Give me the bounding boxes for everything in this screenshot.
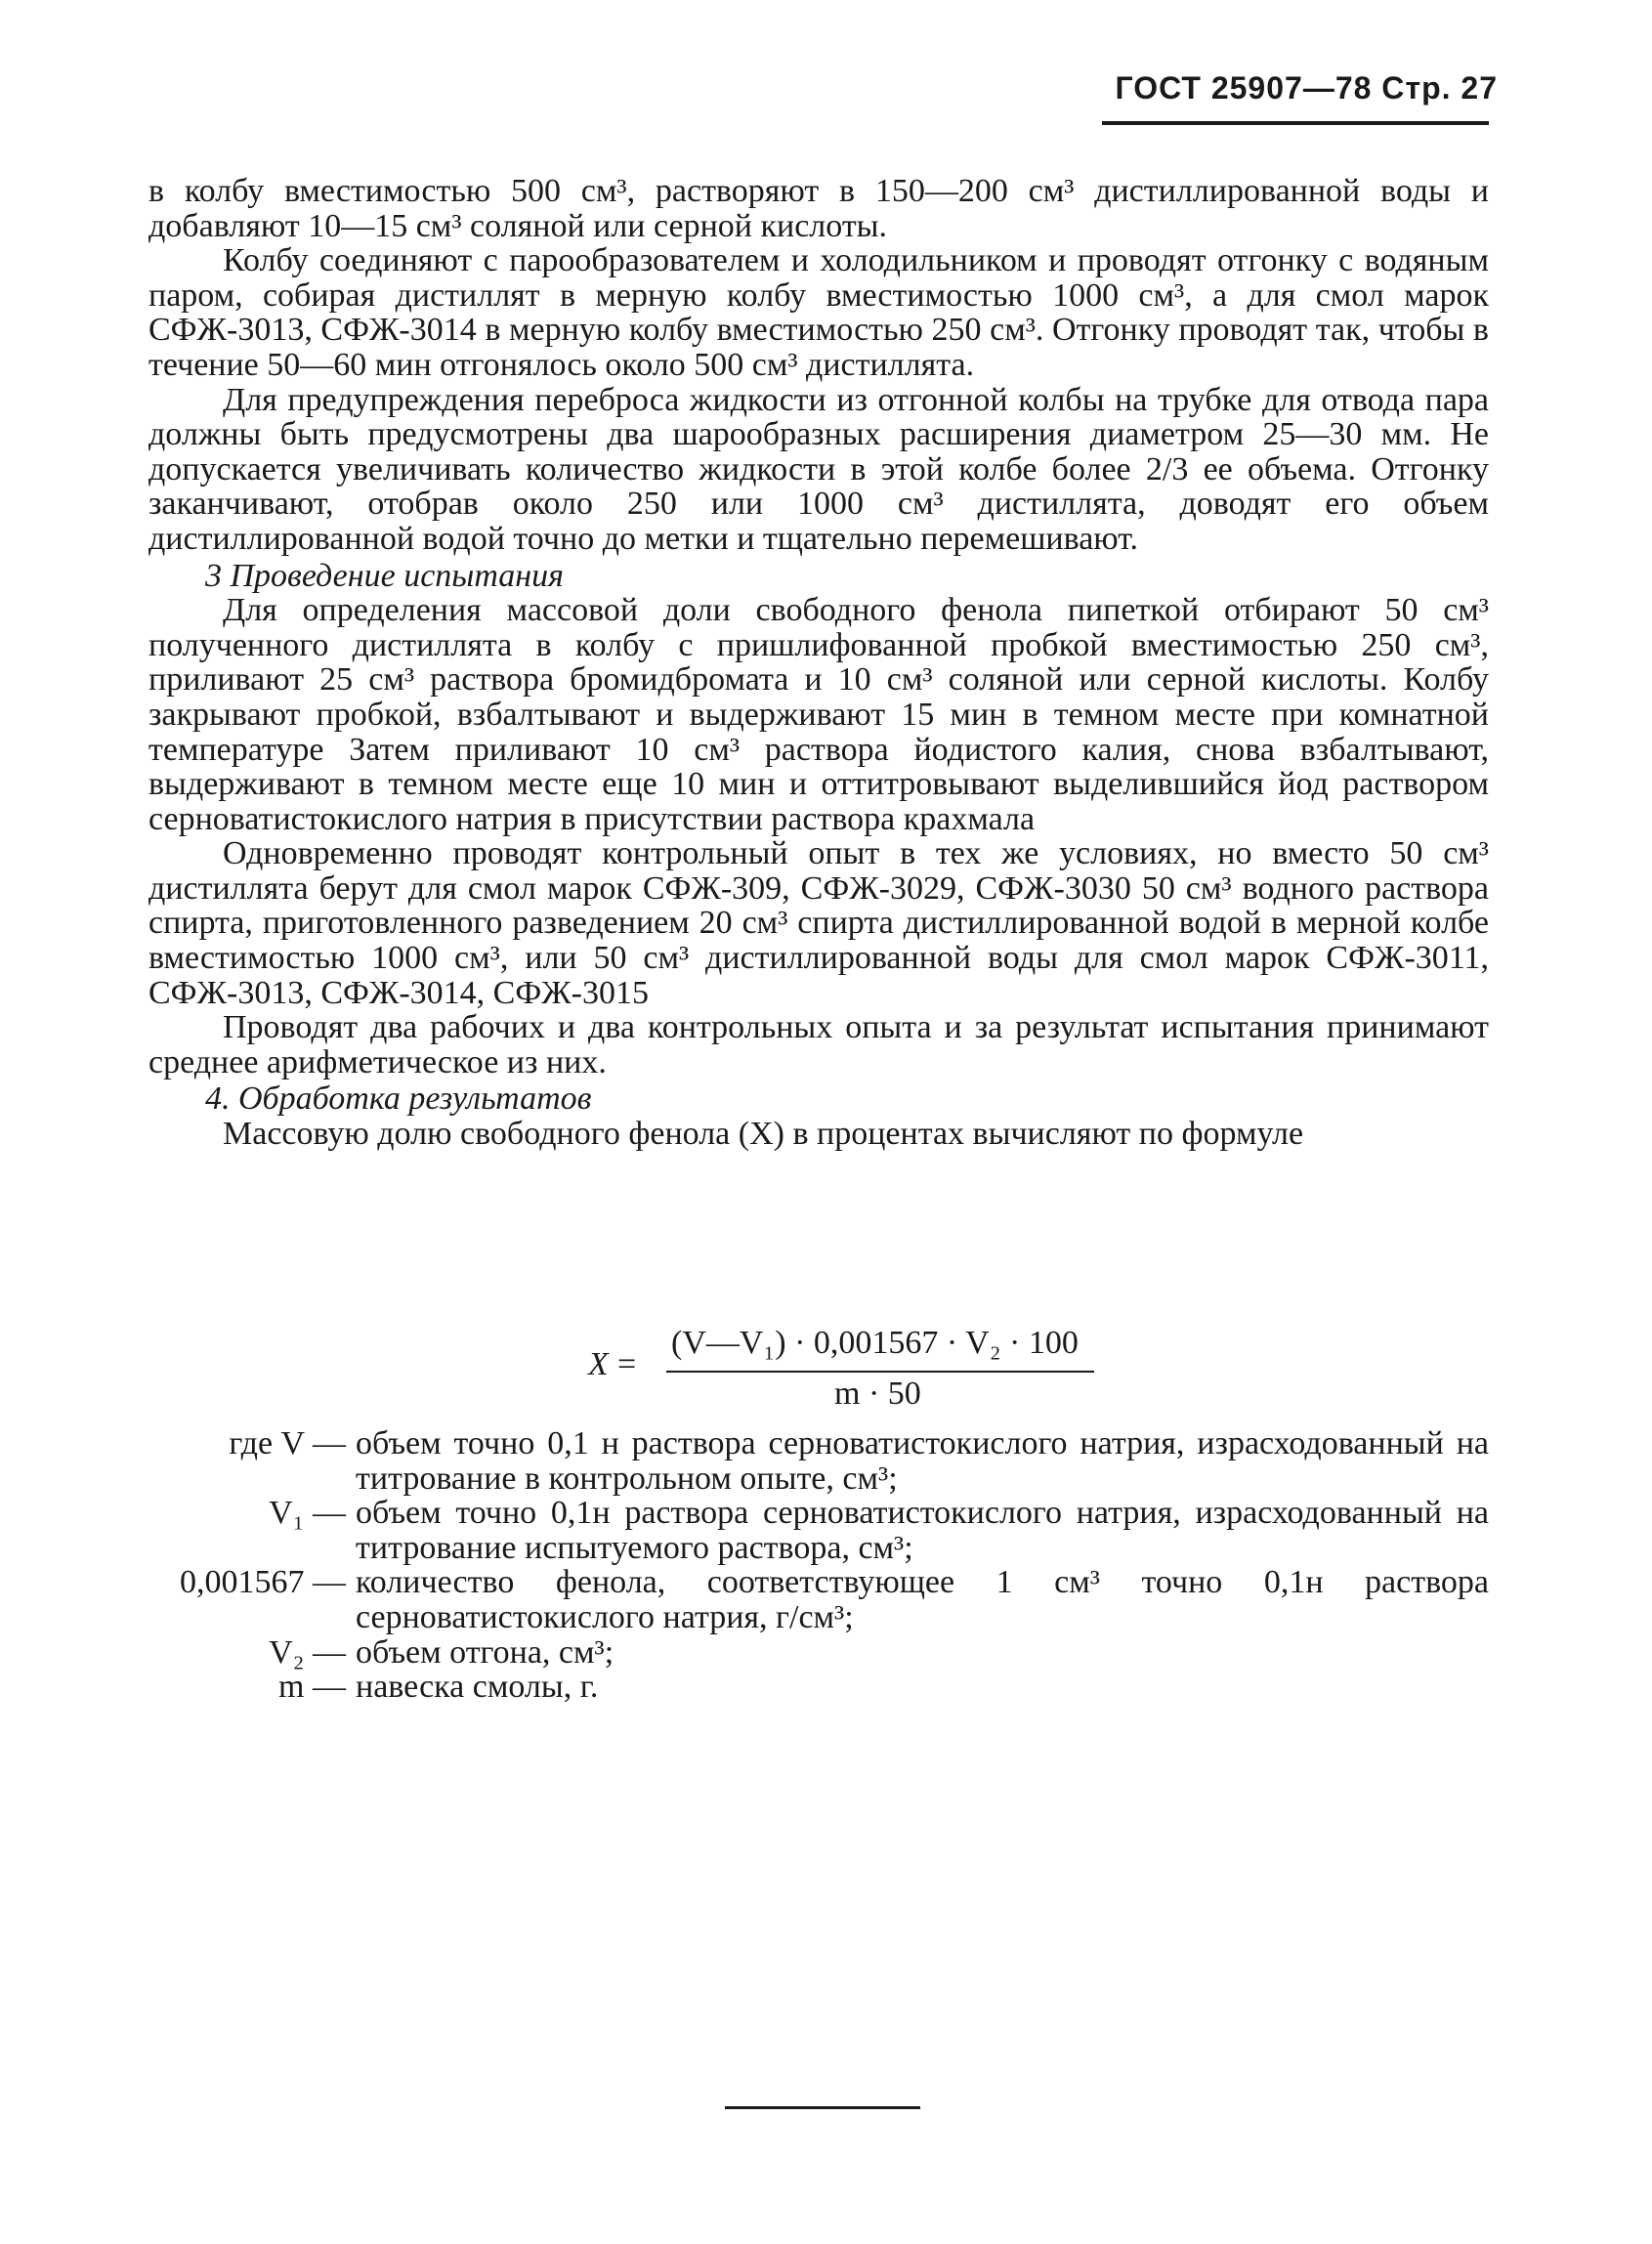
page-header: ГОСТ 25907—78 Стр. 27	[1115, 70, 1498, 106]
formula	[578, 1325, 1125, 1422]
legend-text: объем точно 0,1н раствора серноватистокислого натрия, израсходованный на титрование испытуемого раствора, см³;	[356, 1495, 1489, 1566]
legend-row	[148, 1426, 1489, 1496]
body-text	[148, 174, 1489, 1152]
paragraph-7: Массовую долю свободного фенола (X) в процентах вычисляют по формуле	[223, 1116, 1304, 1153]
paragraph-5: Одновременно проводят контрольный опыт в тех же условиях, но вместо 50 см³ дистиллята берут для смол марок СФЖ-309, СФЖ-3029, СФЖ-3030 50 см³ водного раствора спирта, приготовленного разведением 20 см³ спирта дистиллированной водой в мерной колбе вместимостью 1000 см³, или 50 см³ дистиллированной воды для смол марок СФЖ-3011, СФЖ-3013, СФЖ-3014, СФЖ-3015	[148, 835, 1489, 1011]
legend-symbol: V₁ —	[269, 1495, 346, 1532]
formula-legend	[148, 1426, 1489, 1705]
section-4-heading: 4. Обработка результатов	[205, 1080, 592, 1118]
legend-symbol: 0,001567 —	[180, 1564, 346, 1601]
legend-text: объем точно 0,1 н раствора серноватистокислого натрия, израсходованный на титрование в контрольном опыте, см³;	[356, 1425, 1489, 1497]
legend-text: объем отгона, см³;	[356, 1633, 614, 1671]
paragraph-4: Для определения массовой доли свободного фенола пипеткой отбирают 50 см³ полученного дистиллята в колбу с пришлифованной пробкой вместимостью 250 см³, приливают 25 см³ раствора бромидбромата и 10 см³ соляной или серной кислоты. Колбу закрывают пробкой, взбалтывают и выдерживают 15 мин в темном месте при комнатной температуре Затем приливают 10 см³ раствора йодистого калия, снова взбалтывают, выдерживают в темном месте еще 10 мин и оттитровывают выделившийся йод раствором серноватистокислого натрия в присутствии раствора крахмала	[148, 592, 1489, 837]
formula-numerator: (V—V₁) · 0,001567 · V₂ · 100	[671, 1325, 1079, 1361]
legend-symbol: V₂ —	[269, 1633, 346, 1671]
fraction-bar	[666, 1371, 1094, 1373]
header-rule	[1102, 121, 1489, 125]
formula-denominator: m · 50	[834, 1376, 921, 1412]
paragraph-1: в колбу вместимостью 500 см³, растворяют в 150—200 см³ дистиллированной воды и добавляют 10—15 см³ соляной или серной кислоты.	[148, 173, 1489, 244]
section-3-heading: 3 Проведение испытания	[205, 557, 564, 594]
end-rule	[725, 2106, 920, 2109]
paragraph-6: Проводят два рабочих и два контрольных опыта и за результат испытания принимают среднее арифметическое из них.	[148, 1009, 1489, 1080]
legend-text: количество фенола, соответствующее 1 см³ точно 0,1н раствора серноватистокислого натрия, г/см³;	[356, 1564, 1489, 1635]
formula-lhs: X	[588, 1346, 609, 1382]
formula-equals: =	[617, 1346, 637, 1382]
legend-row	[148, 1496, 1489, 1565]
legend-symbol: m —	[278, 1669, 346, 1706]
paragraph-3: Для предупреждения переброса жидкости из отгонной колбы на трубке для отвода пара должны быть предусмотрены два шарообразных расширения диаметром 25—30 мм. Не допускается увеличивать количество жидкости в этой колбе более 2/3 ее объема. Отгонку заканчивают, отобрав около 250 или 1000 см³ дистиллята, доводят его объем дистиллированной водой точно до метки и тщательно перемешивают.	[148, 381, 1489, 557]
legend-symbol: где V —	[229, 1425, 346, 1461]
legend-row	[148, 1635, 1489, 1671]
paragraph-2: Колбу соединяют с парообразователем и холодильником и проводят отгонку с водяным паром, собирая дистиллят в мерную колбу вместимостью 1000 см³, а для смол марок СФЖ-3013, СФЖ-3014 в мерную колбу вместимостью 250 см³. Отгонку проводят так, чтобы в течение 50—60 мин отгонялось около 500 см³ дистиллята.	[148, 242, 1489, 383]
legend-row	[148, 1565, 1489, 1634]
legend-row	[148, 1670, 1489, 1705]
legend-text: навеска смолы, г.	[356, 1669, 599, 1706]
